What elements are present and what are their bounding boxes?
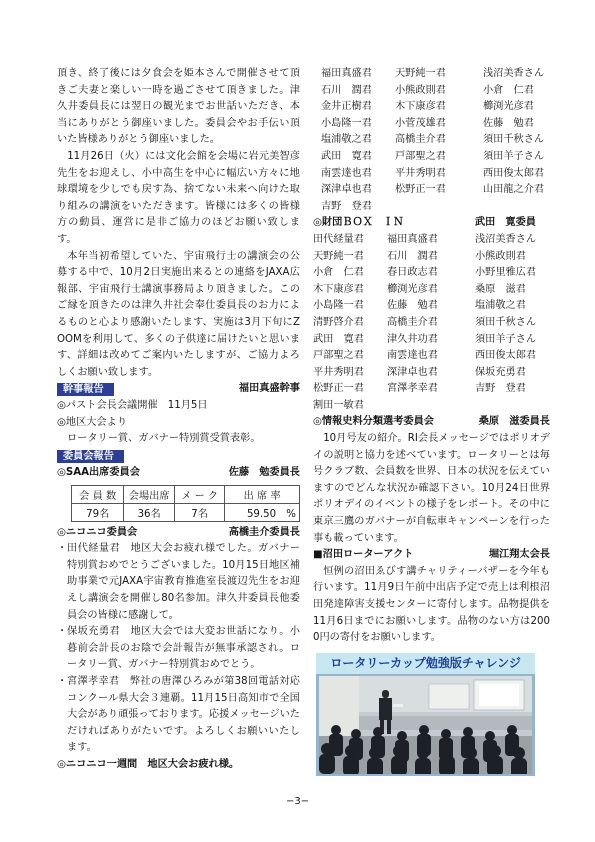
member-name: 福田真盛君 [387, 233, 438, 245]
attendance-header-cell: 会場出席 [124, 485, 175, 503]
member-name: 小菅茂雄君 [395, 117, 446, 129]
member-name: 小熊政則君 [475, 250, 526, 262]
left-column [57, 66, 300, 774]
info-title: ◎情報史料分類選考委員会 [313, 416, 434, 428]
member-name: 深津卓也君 [321, 184, 372, 196]
nikoniko-item-text: 保坂充勇君 地区大会では大変お世話になり。小暮前会計長のお陰で会計報告が無事承認され。ロータリー賞、ガバナー特別賞おめでとう。 [67, 626, 300, 671]
member-name: 浅沼美香さん [483, 68, 545, 79]
member-name: 津久井功君 [387, 333, 438, 345]
bullet-dot: ・ [57, 626, 68, 638]
member-name: 松野正一君 [313, 383, 364, 395]
saa-title: ◎SAA出席委員会 [57, 467, 140, 479]
challenge-banner [316, 653, 535, 776]
member-name: 西田俊太郎君 [475, 350, 537, 362]
member-name: 小野里雅広君 [475, 267, 537, 279]
member-name: 南雲達也君 [321, 167, 372, 179]
info-person: 桑原 滋委員長 [478, 416, 550, 428]
kanji-item-award: ロータリー賞、ガバナー特別賞受賞表彰。 [67, 433, 261, 445]
bullet-dot: ・ [57, 676, 68, 687]
numata-body: 恒例の沼田ゑびす講チャリティーバザーを今年も行います。11月9日午前中出店予定で売上は利根沼田発達障害支援センターに寄付します。品物提供を11月6日までにお願いします。品物のない方は2000円の寄付をお願いします。 [313, 565, 550, 644]
attendance-value-row [72, 503, 300, 521]
member-name: 吉野 登君 [475, 383, 526, 395]
kanji-report-label: 幹事報告 [57, 383, 114, 396]
member-name: 浅沼美香さん [475, 233, 537, 245]
member-name: 石川 潤君 [387, 250, 438, 262]
box-name-list [313, 232, 550, 415]
member-name: 天野純一君 [313, 250, 364, 262]
member-name: 戸部聖之君 [395, 150, 446, 162]
classroom-photo-illustration [319, 676, 532, 774]
member-name: 佐藤 勉君 [483, 117, 534, 129]
numata-title: ■沼田ローターアクト [313, 549, 414, 561]
attendance-header-cell: 会 員 数 [72, 485, 124, 503]
member-name: 松野正一君 [395, 184, 446, 196]
attendance-table [71, 485, 300, 522]
member-name: 小熊政則君 [395, 84, 446, 96]
member-name: 宮澤孝幸君 [387, 383, 438, 395]
intro-paragraph: 頂き、終了後には夕食会を姫本さんで開催させて頂きご夫妻と楽しい一時を過ごさせて頂きました。津久井委員長には翌日の観光までお世話いただき、本当にありがとう御座いました。委員会やお手伝い頂いた皆様ありがとう御座いました。 [57, 68, 300, 146]
member-name: 櫛渕光彦君 [387, 283, 438, 295]
attendance-value-cell: 79名 [72, 503, 124, 521]
nikoniko-item-text: 宮澤孝幸君 弊社の唐澤ひろみが第38回電話対応コンクール県大会３連覇。11月15日高知市で全国大会があり頑張っております。応援メッセージいただければありがたいです。よろしくお願いいたします。 [67, 676, 300, 754]
kanji-item-district: ◎地区大会より [57, 416, 128, 428]
member-name: 武田 寛君 [321, 150, 372, 162]
member-name: 西田俊太郎君 [483, 167, 545, 179]
nikoniko-item [57, 541, 300, 624]
member-name: 塩浦敬之君 [321, 134, 372, 146]
classroom-photo [319, 676, 532, 774]
member-name: 塩浦敬之君 [475, 300, 526, 312]
member-name: 小倉 仁君 [483, 84, 534, 96]
member-name: 保坂充勇君 [475, 366, 526, 378]
member-name: 田代経量君 [313, 233, 364, 245]
kanji-item-past-presidents: ◎パスト会長会議開催 11月5日 [57, 400, 208, 412]
attendance-header-row [72, 485, 300, 503]
member-name: 須田千秋さん [483, 134, 545, 146]
kanji-report-header [57, 382, 300, 397]
right-column [313, 66, 550, 776]
member-name: 戸部聖之君 [313, 350, 364, 362]
nikoniko-item-text: 田代経量君 地区大会お疲れ様でした。ガバナー特別賞おめでとうございました。10月15日地区補助事業で元JAXA宇宙教育推進室長渡辺先生をお迎えし講演会を開催し80名参加。津久井委員長他委員会の皆様に感謝して。 [67, 543, 300, 621]
attendance-value-cell: 7名 [174, 503, 224, 521]
lecture-paragraph: 11月26日（火）には文化会館を会場に岩元美智彦先生をお迎えし、小中高生を中心に幅広い方々に地球環境を少しでも戻す為、捨てない未来へ向けた取り組みの講演をいただきます。皆様には多くの皆様方の動員、運営に是非ご協力のほどお願い致します。 [57, 150, 300, 245]
nikoniko-name-list [321, 66, 550, 215]
member-name: 小島隆一君 [321, 117, 372, 129]
member-name: 深津卓也君 [387, 366, 438, 378]
attendance-value-cell: 36名 [124, 503, 175, 521]
member-name: 須田千秋さん [475, 316, 537, 328]
member-name: 平井秀明君 [313, 366, 364, 378]
attendance-value-cell: 59.50 % [225, 503, 300, 521]
saa-person: 佐藤 勉委員長 [228, 467, 300, 479]
saa-header [57, 465, 300, 482]
attendance-header-cell: メ ー ク [174, 485, 224, 503]
committee-report-label: 委員会報告 [57, 450, 124, 463]
box-title: ◎財団ＢＯＸ ＩＮ [313, 217, 404, 229]
member-name: 平井秀明君 [395, 167, 446, 179]
box-person: 武田 寛委員 [474, 217, 536, 229]
info-header [313, 414, 550, 431]
member-name: 木下康彦君 [313, 283, 364, 295]
member-name: 福田真盛君 [321, 68, 372, 79]
box-header [313, 215, 550, 232]
attendance-header-cell: 出 席 率 [225, 485, 300, 503]
member-name: 須田羊子さん [483, 150, 545, 162]
info-body: 10月号友の紹介。RI会長メッセージではポリオデイの説明と協力を述べています。ロータリーとは毎号クラブ数、会員数を世界、日本の状況を伝えていますのでどんな状況か確認下さい。10月24日世界ポリオデイのイベントの様子をレポート。その中に東京三鷹のガバナーが自転車キャンペーンを行った事も載っています。 [313, 433, 550, 544]
nikoniko-title: ◎ニコニコ委員会 [57, 526, 138, 538]
member-name: 小倉 仁君 [313, 267, 364, 279]
nikoniko-item [57, 674, 300, 757]
banner-title: ロータリーカップ勉強版チャレンジ [316, 653, 535, 674]
nikoniko-person: 高橋圭介委員長 [228, 526, 300, 538]
member-name: 木下康彦君 [395, 101, 446, 113]
member-name: 桑原 滋君 [475, 283, 526, 295]
committee-report-header [57, 449, 300, 464]
member-name: 高橋圭介君 [387, 316, 438, 328]
member-name: 小島隆一君 [313, 300, 364, 312]
member-name: 金井正樹君 [321, 101, 372, 113]
member-name: 山田龍之介君 [483, 184, 545, 196]
member-name: 天野純一君 [395, 68, 446, 79]
member-name: 春日政志君 [387, 267, 438, 279]
member-name: 須田羊子さん [475, 333, 537, 345]
member-name: 櫛渕光彦君 [483, 101, 534, 113]
member-name: 武田 寛君 [313, 333, 364, 345]
member-name: 南雲達也君 [387, 350, 438, 362]
numata-header [313, 547, 550, 564]
numata-person: 堀江翔太会長 [488, 549, 550, 561]
bullet-dot: ・ [57, 543, 68, 555]
page-number: −3− [285, 796, 310, 807]
member-name: 割田一敏君 [313, 399, 364, 411]
kanji-person: 福田真盛幹事 [238, 383, 300, 395]
nikoniko-header [57, 525, 300, 542]
nikoniko-item [57, 624, 300, 674]
member-name: 吉野 登君 [321, 200, 372, 212]
nikoniko-weekly: ◎ニコニコ一週間 地区大会お疲れ様。 [57, 758, 240, 770]
astronaut-paragraph: 本年当初希望していた、宇宙飛行士の講演会の公募する中で、10月2日実施出来るとの連絡をJAXA広報部、宇宙飛行士講演事務局より頂きました。このご縁を頂きたのは津久井社会奉仕委員長のお力によるものと心より感謝いたします、実施は3月下旬にZOOMを利用して、多くの子供達に届けたいと思います、詳細は改めてご案内いたしますが、ご協力よろしくお願い致します。 [57, 250, 300, 378]
member-name: 佐藤 勉君 [387, 300, 438, 312]
member-name: 高橋圭介君 [395, 134, 446, 146]
member-name: 石川 潤君 [321, 84, 372, 96]
member-name: 清野啓介君 [313, 316, 364, 328]
